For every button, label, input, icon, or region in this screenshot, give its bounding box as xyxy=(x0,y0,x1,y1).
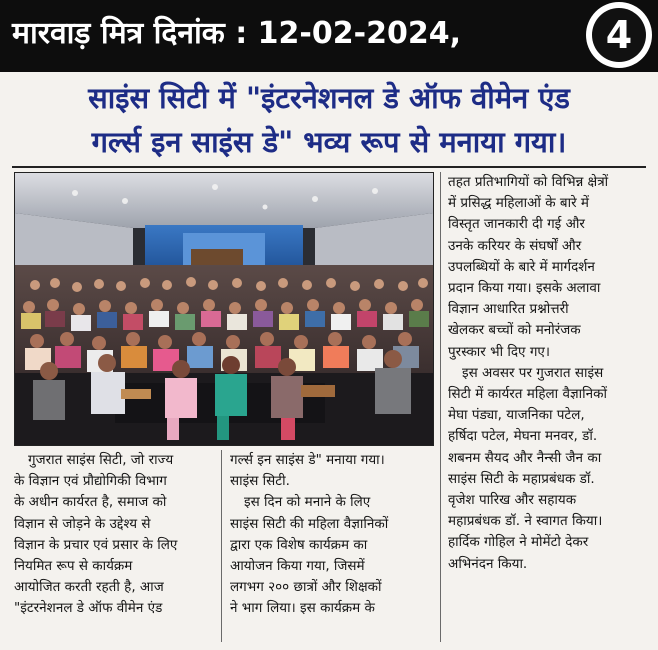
column-3-line: मेघा पंड्या, याजनिका पटेल, xyxy=(448,407,585,424)
column-3-line: खेलकर बच्चों को मनोरंजक xyxy=(448,322,581,339)
column-3-line: महाप्रबंधक डॉ. ने स्वागत किया। xyxy=(448,513,603,530)
column-3-line: सिटी में कार्यरत महिला वैज्ञानिकों xyxy=(448,386,607,403)
column-1-line: विज्ञान से जोड़ने के उद्देश्य से xyxy=(14,515,151,532)
column-3-line: विस्तृत जानकारी दी गई और xyxy=(448,216,585,233)
auditorium-photo xyxy=(14,172,434,446)
column-2-line: ने भाग लिया। इस कार्यक्रम के xyxy=(230,600,375,617)
article-column-2 xyxy=(230,450,434,620)
column-divider xyxy=(440,172,441,642)
column-2-line: इस दिन को मनाने के लिए xyxy=(244,494,371,511)
column-divider xyxy=(221,450,222,642)
column-3-line: हार्दिक गोहिल ने मोमेंटो देकर xyxy=(448,534,589,551)
headline-line-1: साइंस सिटी में "इंटरनेशनल डे ऑफ वीमेन एंड xyxy=(88,81,570,115)
headline-rule xyxy=(12,166,646,168)
column-1-line: "इंटरनेशनल डे ऑफ वीमेन एंड xyxy=(14,600,163,617)
headline xyxy=(8,76,650,164)
column-1-line: के विज्ञान एवं प्रौद्योगिकी विभाग xyxy=(14,473,167,490)
column-3-line: पुरस्कार भी दिए गए। xyxy=(448,343,551,360)
column-3-line: इस अवसर पर गुजरात साइंस xyxy=(462,364,604,381)
column-1-line: गुजरात साइंस सिटी, जो राज्य xyxy=(28,452,174,468)
column-1-line: के अधीन कार्यरत है, समाज को xyxy=(14,494,167,511)
column-2-line: साइंस सिटी. xyxy=(230,473,290,490)
column-2-line: गर्ल्स इन साइंस डे" मनाया गया। xyxy=(230,452,385,468)
page-number: 4 xyxy=(592,8,646,62)
column-3-line: में प्रसिद्ध महिलाओं के बारे में xyxy=(448,195,589,212)
page-number-badge xyxy=(586,2,652,68)
column-3-line: शबनम सैयद और नैन्सी जैन का xyxy=(448,449,602,466)
column-3-line: प्रदान किया गया। इसके अलावा xyxy=(448,280,601,297)
column-1-line: विज्ञान के प्रचार एवं प्रसार के लिए xyxy=(14,536,178,553)
auditorium-photo-illustration xyxy=(15,173,433,445)
column-3-line: साइंस सिटी के महाप्रबंधक डॉ. xyxy=(448,470,595,487)
column-3-line: अभिनंदन किया. xyxy=(448,555,528,572)
column-2-line: साइंस सिटी की महिला वैज्ञानिकों xyxy=(230,515,389,532)
column-3-line: उनके करियर के संघर्षों और xyxy=(448,237,582,254)
column-2-line: लगभग २०० छात्रों और शिक्षकों xyxy=(230,579,382,596)
headline-line-2: गर्ल्स इन साइंस डे" भव्य रूप से मनाया गया। xyxy=(91,125,567,159)
column-3-line: विज्ञान आधारित प्रश्नोत्तरी xyxy=(448,301,569,318)
article-column-1 xyxy=(14,450,214,620)
masthead-title: मारवाड़ मित्र दिनांक : 12-02-2024, xyxy=(12,16,461,51)
column-1-line: आयोजित करती रहती है, आज xyxy=(14,579,164,596)
column-3-line: तहत प्रतिभागियों को विभिन्न क्षेत्रों xyxy=(448,174,609,190)
column-2-line: द्वारा एक विशेष कार्यक्रम का xyxy=(230,536,368,553)
column-2-line: आयोजन किया गया, जिसमें xyxy=(230,558,365,575)
masthead xyxy=(0,0,658,72)
column-3-line: हर्षिदा पटेल, मेघना मनवर, डॉ. xyxy=(448,428,598,445)
article-column-3 xyxy=(448,172,648,575)
column-3-line: उपलब्धियों के बारे में मार्गदर्शन xyxy=(448,258,595,275)
column-3-line: वृजेश पारिख और सहायक xyxy=(448,492,577,509)
column-1-line: नियमित रूप से कार्यक्रम xyxy=(14,558,133,575)
